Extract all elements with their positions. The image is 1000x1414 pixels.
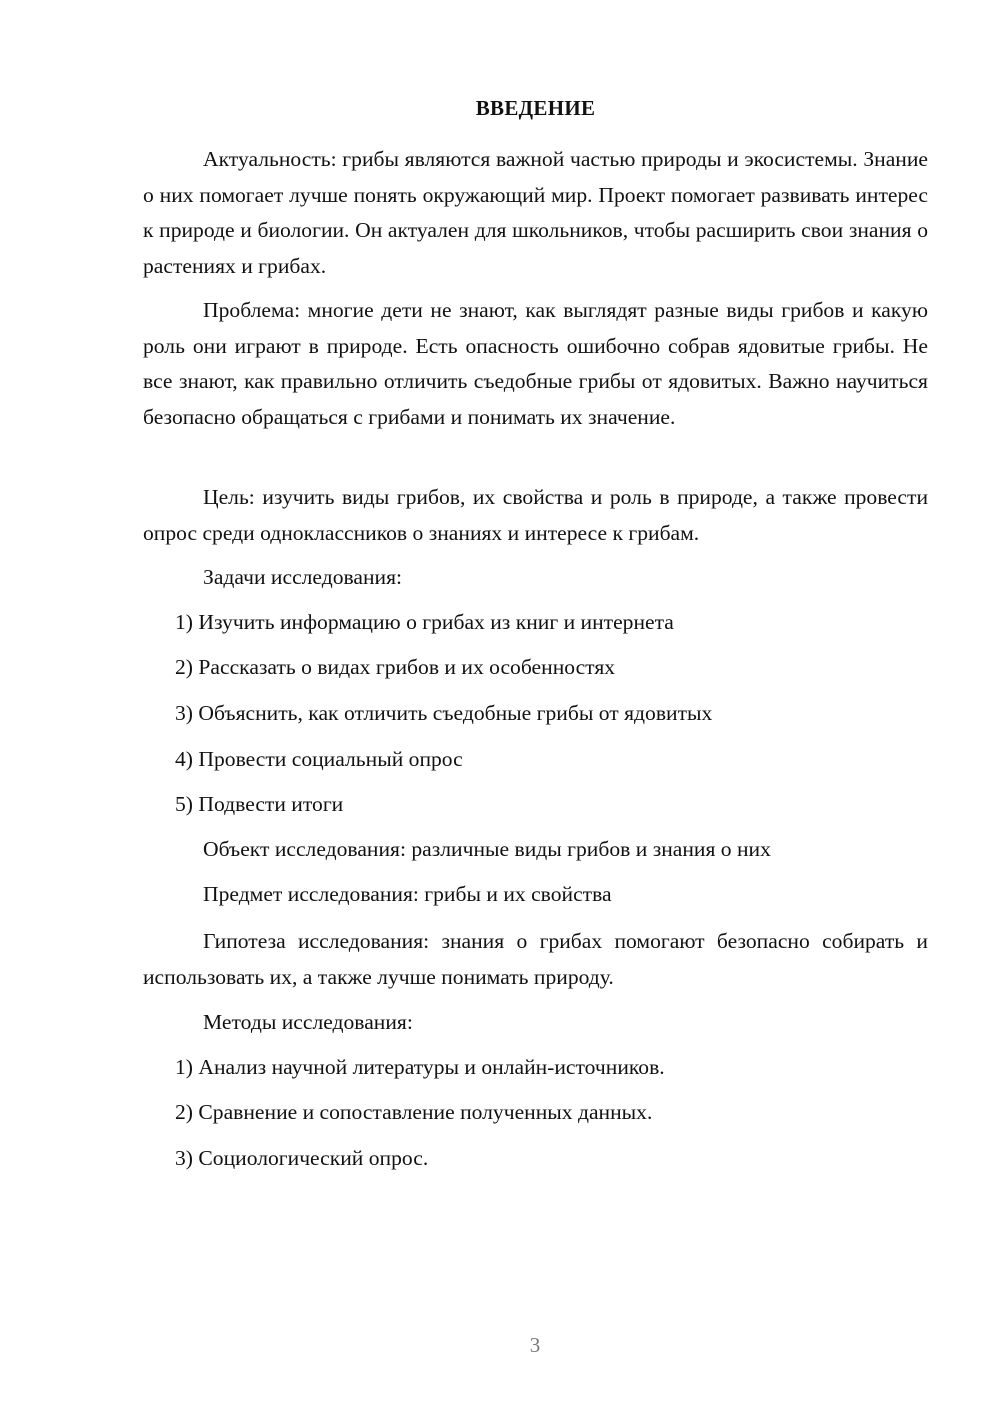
- problem-paragraph: [143, 293, 928, 435]
- task-item-4: 4) Провести социальный опрос: [175, 747, 463, 771]
- task-item-3: 3) Объяснить, как отличить съедобные грибы от ядовитых: [175, 701, 713, 725]
- methods-heading: Методы исследования:: [203, 1010, 413, 1034]
- problem-text: Проблема: многие дети не знают, как выглядят разные виды грибов и какую роль они играют в природе. Есть опасность ошибочно собрав ядовитые грибы. Не все знают, как правильно отличить съедобные грибы от ядовитых. Важно научиться безопасно обращаться с грибами и понимать их значение.: [143, 298, 928, 429]
- task-item-2: 2) Рассказать о видах грибов и их особенностях: [175, 655, 616, 679]
- hypothesis-text: Гипотеза исследования: знания о грибах помогают безопасно собирать и использовать их, а также лучше понимать природу.: [143, 929, 928, 989]
- research-object: Объект исследования: различные виды грибов и знания о них: [203, 837, 771, 861]
- relevance-text: Актуальность: грибы являются важной частью природы и экосистемы. Знание о них помогает лучше понять окружающий мир. Проект помогает развивать интерес к природе и биологии. Он актуален для школьников, чтобы расширить свои знания о растениях и грибах.: [143, 147, 928, 278]
- page-title: ВВЕДЕНИЕ: [475, 96, 596, 120]
- research-subject: Предмет исследования: грибы и их свойства: [203, 882, 612, 906]
- goal-text: Цель: изучить виды грибов, их свойства и роль в природе, а также провести опрос среди одноклассников о знаниях и интересе к грибам.: [143, 485, 928, 545]
- relevance-paragraph: [143, 142, 928, 284]
- task-item-1: 1) Изучить информацию о грибах из книг и интернета: [175, 610, 674, 634]
- page-number: 3: [529, 1333, 541, 1357]
- method-item-3: 3) Социологический опрос.: [175, 1146, 429, 1170]
- hypothesis-paragraph: [143, 924, 928, 995]
- goal-paragraph: [143, 480, 928, 551]
- tasks-heading: Задачи исследования:: [203, 565, 403, 589]
- task-item-5: 5) Подвести итоги: [175, 792, 344, 816]
- method-item-1: 1) Анализ научной литературы и онлайн-источников.: [175, 1055, 665, 1079]
- method-item-2: 2) Сравнение и сопоставление полученных данных.: [175, 1100, 653, 1124]
